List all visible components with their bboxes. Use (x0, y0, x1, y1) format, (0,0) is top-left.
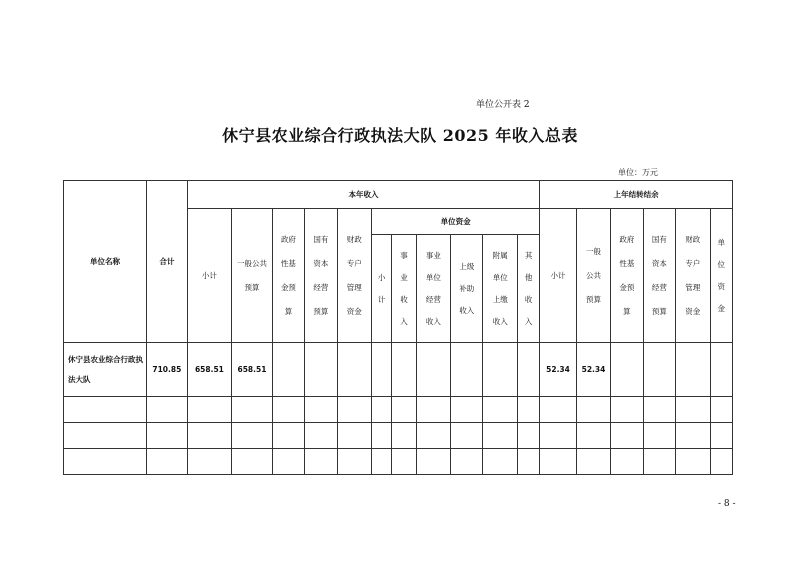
table-row (64, 343, 733, 397)
header-prior-year: 上年结转结余 (540, 181, 733, 209)
row-py-fiscal-special (676, 343, 710, 397)
header-py-general: 一般公共预算 (576, 209, 610, 343)
row-unit-name: 休宁县农业综合行政执法大队 (64, 343, 147, 397)
table-row-empty (64, 449, 733, 475)
row-py-unit-funds (710, 343, 733, 397)
page-title: 休宁县农业综合行政执法大队 2025 年收入总表 (222, 126, 578, 145)
table-tag: 单位公开表 2 (476, 100, 530, 110)
row-other-income (517, 343, 539, 397)
header-general-budget: 一般公共预算 (232, 209, 273, 343)
header-py-gov-fund: 政府性基金预算 (611, 209, 643, 343)
table-row-empty (64, 423, 733, 449)
row-gov-fund (272, 343, 304, 397)
row-total: 710.85 (147, 343, 188, 397)
page-number: - 8 - (718, 499, 736, 509)
row-business-unit-income (416, 343, 450, 397)
header-current-year: 本年收入 (187, 181, 540, 209)
header-state-capital: 国有资本经营预算 (305, 209, 337, 343)
header-business-unit-income: 事业单位经营收入 (416, 235, 450, 343)
header-fiscal-special: 财政专户管理资金 (337, 209, 371, 343)
header-subtotal: 小计 (187, 209, 232, 343)
row-general-budget: 658.51 (232, 343, 273, 397)
row-py-gov-fund (611, 343, 643, 397)
header-affiliated-income: 附属单位上缴收入 (483, 235, 517, 343)
header-unit-name: 单位名称 (64, 181, 147, 343)
row-fiscal-special (337, 343, 371, 397)
row-business-income (392, 343, 416, 397)
row-py-subtotal: 52.34 (540, 343, 576, 397)
header-gov-fund: 政府性基金预算 (272, 209, 304, 343)
header-higher-subsidy: 上级补助收入 (451, 235, 483, 343)
row-subtotal: 658.51 (187, 343, 232, 397)
row-py-general: 52.34 (576, 343, 610, 397)
table-row-empty (64, 397, 733, 423)
row-higher-subsidy (451, 343, 483, 397)
header-py-state-capital: 国有资本经营预算 (643, 209, 675, 343)
row-state-capital (305, 343, 337, 397)
header-uf-subtotal: 小计 (372, 235, 392, 343)
header-business-income: 事业收入 (392, 235, 416, 343)
header-unit-funds: 单位资金 (372, 209, 540, 235)
header-py-fiscal-special: 财政专户管理资金 (676, 209, 710, 343)
row-py-state-capital (643, 343, 675, 397)
row-uf-subtotal (372, 343, 392, 397)
header-total: 合计 (147, 181, 188, 343)
revenue-table (63, 180, 733, 475)
unit-label: 单位：万元 (618, 168, 658, 177)
header-py-subtotal: 小计 (540, 209, 576, 343)
header-other-income: 其他收入 (517, 235, 539, 343)
header-py-unit-funds: 单位资金 (710, 209, 733, 343)
row-affiliated-income (483, 343, 517, 397)
